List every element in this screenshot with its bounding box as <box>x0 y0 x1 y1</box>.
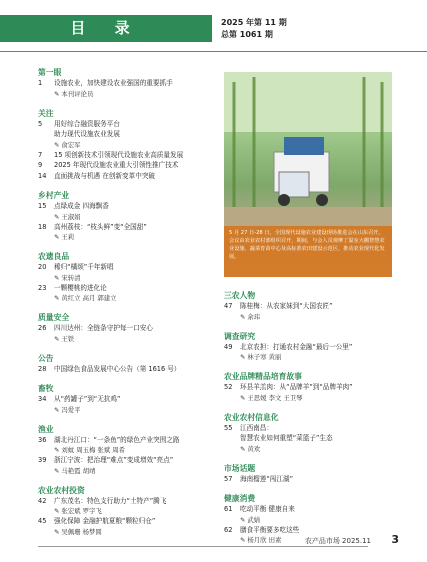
entry-page-number: 36 <box>38 435 47 444</box>
entry-title: 膳食平衡要多吃这些 <box>240 525 300 534</box>
toc-entry[interactable] <box>38 150 218 161</box>
entry-title: 吃动平衡 健康自来 <box>240 505 295 513</box>
section-heading: 健康消费 <box>224 494 256 503</box>
entry-page-number: 62 <box>224 525 233 534</box>
toc-left-column <box>38 63 218 537</box>
entry-title: 点绿成金 四海飘香 <box>54 202 109 210</box>
article-author: ✎ 刘蚊 周玉梅 张斌 周希 <box>54 446 125 454</box>
toc-entry[interactable] <box>224 504 399 515</box>
entry-page-number: 61 <box>224 505 233 513</box>
section-heading: 关注 <box>38 108 54 118</box>
page-title: 目 录 <box>70 19 142 37</box>
article-author: ✎ 王思媛 李文 王卫琴 <box>240 393 303 402</box>
toc-entry[interactable] <box>38 222 218 233</box>
toc-entry[interactable] <box>38 201 218 212</box>
entry-title: 一颗樱桃的进化论 <box>54 283 107 292</box>
toc-entry[interactable] <box>224 342 399 353</box>
toc-right-column <box>224 286 399 545</box>
toc-entry[interactable] <box>38 516 218 527</box>
entry-page-number: 18 <box>38 222 47 231</box>
section-heading: 公告 <box>38 353 54 363</box>
toc-entry[interactable] <box>224 433 399 444</box>
entry-title: 用好综合融资服务平台 <box>54 119 120 128</box>
toc-entry[interactable] <box>224 382 399 393</box>
entry-page-number: 55 <box>224 423 233 432</box>
footer-magazine: 农产品市场 2025.11 <box>304 537 371 545</box>
entry-title: 稀归“橘颂”千年新唱 <box>54 263 114 271</box>
issue-number: 2025 年第 11 期 <box>221 18 287 27</box>
toc-entry[interactable] <box>38 394 218 405</box>
article-author: ✎ 林子寒 黄丽 <box>240 353 282 361</box>
entry-page-number: 26 <box>38 324 47 332</box>
entry-title: 助力现代设施农业发展 <box>54 130 120 138</box>
article-author: ✎ 王淑娟 <box>54 212 81 221</box>
entry-title: 15 项创新技术引领现代设施农业高质量发展 <box>54 150 184 159</box>
section-heading: 第一眼 <box>38 68 62 77</box>
article-author: ✎ 黄欢 <box>240 444 261 453</box>
toc-entry[interactable] <box>38 160 218 171</box>
section-heading: 质量安全 <box>38 313 70 322</box>
article-author: ✎ 王莉 <box>54 233 75 241</box>
article-author: ✎ 余玮 <box>240 312 261 321</box>
entry-page-number: 1 <box>38 79 43 87</box>
entry-title: 强化保障 金融护航夏粮“颗粒归仓” <box>54 517 156 525</box>
section-heading: 三农人物 <box>224 291 256 300</box>
toc-entry[interactable] <box>224 525 399 536</box>
section-heading: 乡村产业 <box>38 191 70 200</box>
article-author: ✎ 吴佩珊 杨梦圆 <box>54 527 102 536</box>
entry-title: 湖北丹江口：“一条鱼”的绿色产业突围之路 <box>54 435 180 444</box>
entry-page-number: 34 <box>38 395 47 403</box>
entry-page-number: 9 <box>38 161 43 169</box>
article-author: ✎ 本刊评论员 <box>54 89 94 98</box>
toc-entry[interactable] <box>38 129 218 140</box>
issue-info <box>221 17 287 41</box>
entry-page-number: 49 <box>224 342 233 351</box>
entry-title: 从“药罐子”到“无抗鸡” <box>54 395 121 403</box>
entry-title: 北京农担：打通农村金融“最后一公里” <box>240 342 353 351</box>
toc-entry[interactable] <box>38 262 218 273</box>
entry-page-number: 39 <box>38 456 47 464</box>
section-heading: 畜牧 <box>38 384 54 393</box>
entry-page-number: 28 <box>38 364 47 373</box>
toc-entry[interactable] <box>38 171 218 182</box>
entry-title: 江西南昌： <box>240 423 273 432</box>
article-author: ✎ 宋转清 <box>54 273 81 282</box>
article-author: ✎ 冯爱平 <box>54 405 81 414</box>
page-number: 3 <box>391 533 399 546</box>
toc-entry[interactable] <box>38 435 218 446</box>
section-heading: 农业品牌精品培育故事 <box>224 372 302 381</box>
section-heading: 农业农村投资 <box>38 485 85 495</box>
toc-entry[interactable] <box>38 283 218 294</box>
entry-title: 广东茂名：特色支行助力“土特产”腾飞 <box>54 496 167 505</box>
photo-caption: 5 月 27 日-28 日，全国现代设施农业建设现场推进会在山东召开。会议由农业农村部组织召开，期间，与会人员观摩了温室大棚智慧农业设施、蔬菜育苗中心及高标准农田建设示范区，推动农业现代化发展。 <box>224 226 392 277</box>
entry-title: 高州荔枝：“枝头鲜”变“全国甜” <box>54 222 147 231</box>
entry-page-number: 47 <box>224 302 233 310</box>
entry-title: 海南榴莲“闯江湖” <box>240 474 293 483</box>
entry-page-number: 42 <box>38 496 47 505</box>
toc-entry[interactable] <box>224 423 399 434</box>
article-author: ✎ 黄红立 高月 郭建立 <box>54 294 117 302</box>
section-heading: 调查研究 <box>224 331 256 341</box>
entry-title: 四川达州：全链条守护每一口安心 <box>54 324 153 332</box>
article-author: ✎ 王铁 <box>54 334 75 343</box>
entry-page-number: 45 <box>38 517 47 525</box>
toc-entry[interactable] <box>38 119 218 130</box>
entry-page-number: 20 <box>38 263 47 271</box>
toc-entry[interactable] <box>224 301 399 312</box>
entry-page-number: 57 <box>224 474 233 483</box>
article-author: ✎ 马艳霞 胡靖 <box>54 466 96 475</box>
toc-entry[interactable] <box>38 455 218 466</box>
entry-page-number: 52 <box>224 383 233 391</box>
entry-title: 设施农业，加快建设农业强国的重要抓手 <box>54 79 173 87</box>
toc-entry[interactable] <box>224 474 399 485</box>
section-heading: 渔业 <box>38 424 54 434</box>
entry-page-number: 7 <box>38 150 43 159</box>
entry-title: 2025 年现代设施农业重大引领性推广技术 <box>54 161 179 169</box>
article-author: ✎ 杨月欣 田素 <box>240 536 282 544</box>
footer-divider <box>38 546 368 547</box>
header-divider <box>0 51 427 52</box>
entry-page-number: 23 <box>38 283 47 292</box>
toc-entry[interactable] <box>38 78 218 89</box>
entry-page-number: 15 <box>38 202 47 210</box>
article-author: ✎ 俞宏军 <box>54 140 81 149</box>
article-author: ✎ 张宏斌 罗宇飞 <box>54 507 102 515</box>
article-author: ✎ 武婧 <box>240 515 261 524</box>
toc-entry[interactable] <box>38 496 218 507</box>
section-heading: 农业农村信息化 <box>224 412 279 422</box>
entry-page-number: 5 <box>38 119 43 128</box>
entry-title: 智慧农业如何重塑“菜篮子”生态 <box>240 434 333 442</box>
section-heading: 市场话题 <box>224 463 256 473</box>
toc-entry[interactable] <box>38 364 218 375</box>
entry-title: 直面挑战与机遇 在创新变革中突破 <box>54 171 156 180</box>
entry-title: 陈桂梅：从农家妹到“大国农匠” <box>240 302 333 310</box>
total-issue: 总第 1061 期 <box>221 30 273 39</box>
entry-title: 中国绿色食品发展中心公告（第 1616 号） <box>54 364 181 373</box>
entry-title: 浙江宁波：把治理“难点”变成增效“亮点” <box>54 456 174 464</box>
toc-entry[interactable] <box>38 323 218 334</box>
section-heading: 农遗良品 <box>38 252 70 261</box>
entry-title: 环县羊羔肉：从“品牌羊”到“品牌羊肉” <box>240 383 353 391</box>
entry-page-number: 14 <box>38 171 47 180</box>
